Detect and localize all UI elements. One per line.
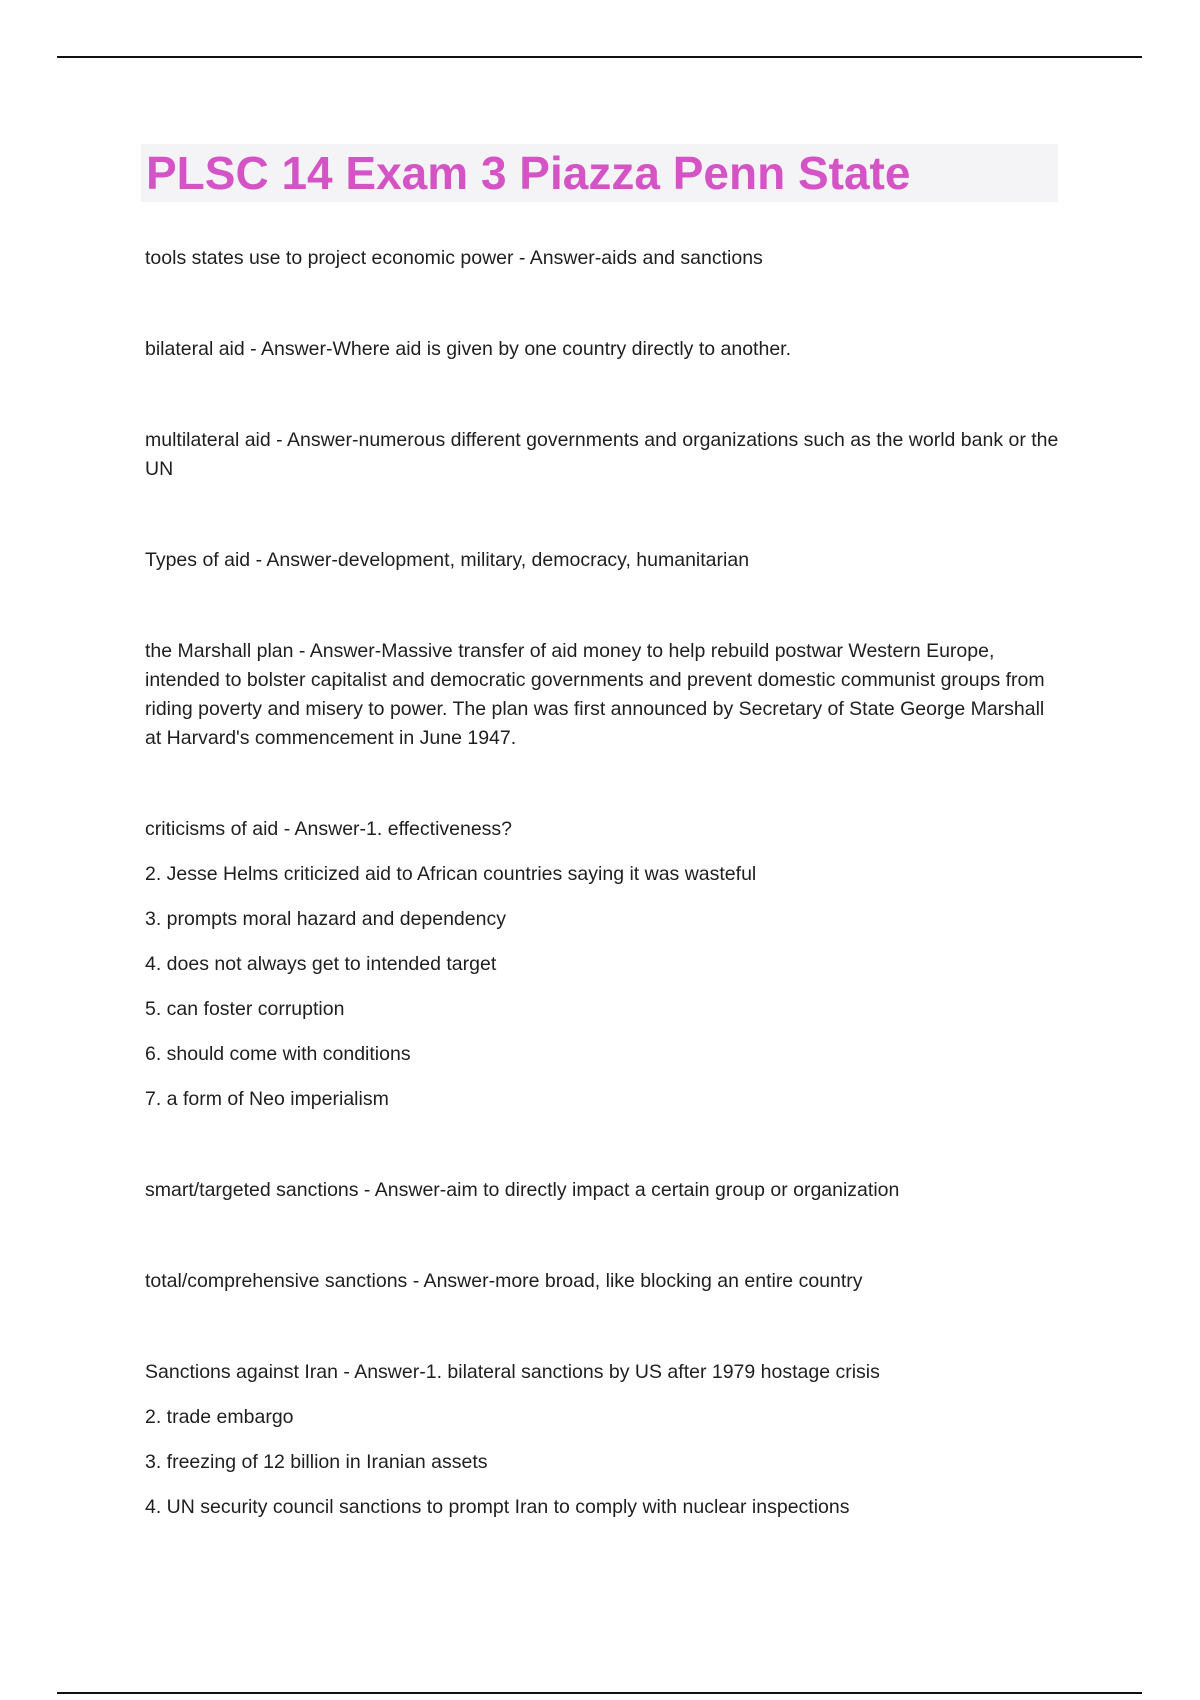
- entry-text: the Marshall plan - Answer-Massive transfer of aid money to help rebuild postwar Western Europe, intended to bolster capitalist and democratic governments and prevent domestic communist groups from riding poverty and misery to power. The plan was first announced by Secretary of State George Marshall at Harvard's commencement in June 1947.: [145, 640, 1045, 749]
- entry-subitem: 4. UN security council sanctions to prompt Iran to comply with nuclear inspections: [145, 1496, 850, 1518]
- list-item: [145, 815, 1065, 1114]
- bottom-rule: [57, 1692, 1142, 1694]
- document-body: [145, 244, 1065, 1584]
- list-item: [145, 335, 1065, 364]
- entry-text: multilateral aid - Answer-numerous different governments and organizations such as the world bank or the UN: [145, 429, 1059, 480]
- list-item: [145, 1267, 1065, 1296]
- list-item: [145, 546, 1065, 575]
- list-item: [145, 426, 1065, 484]
- list-item: [145, 637, 1065, 753]
- entry-text: smart/targeted sanctions - Answer-aim to directly impact a certain group or organization: [145, 1179, 900, 1201]
- entry-subitem: 2. Jesse Helms criticized aid to African countries saying it was wasteful: [145, 863, 757, 885]
- top-rule: [57, 56, 1142, 58]
- entry-subitem: 7. a form of Neo imperialism: [145, 1088, 389, 1110]
- entry-subitem: 2. trade embargo: [145, 1406, 294, 1428]
- entry-subitem: 4. does not always get to intended target: [145, 953, 497, 975]
- page-title: PLSC 14 Exam 3 Piazza Penn State: [146, 147, 911, 199]
- entry-text: criticisms of aid - Answer-1. effectiveness?: [145, 818, 513, 840]
- entry-text: Sanctions against Iran - Answer-1. bilateral sanctions by US after 1979 hostage crisis: [145, 1361, 880, 1383]
- entry-subitem: 3. prompts moral hazard and dependency: [145, 908, 506, 930]
- entry-subitem: 3. freezing of 12 billion in Iranian assets: [145, 1451, 488, 1473]
- entry-text: Types of aid - Answer-development, military, democracy, humanitarian: [145, 549, 750, 571]
- list-item: [145, 1358, 1065, 1522]
- entry-subitem: 5. can foster corruption: [145, 998, 345, 1020]
- entry-text: bilateral aid - Answer-Where aid is given by one country directly to another.: [145, 338, 791, 360]
- entry-text: total/comprehensive sanctions - Answer-more broad, like blocking an entire country: [145, 1270, 863, 1292]
- entry-subitem: 6. should come with conditions: [145, 1043, 411, 1065]
- list-item: [145, 1176, 1065, 1205]
- list-item: [145, 244, 1065, 273]
- entry-text: tools states use to project economic power - Answer-aids and sanctions: [145, 247, 763, 269]
